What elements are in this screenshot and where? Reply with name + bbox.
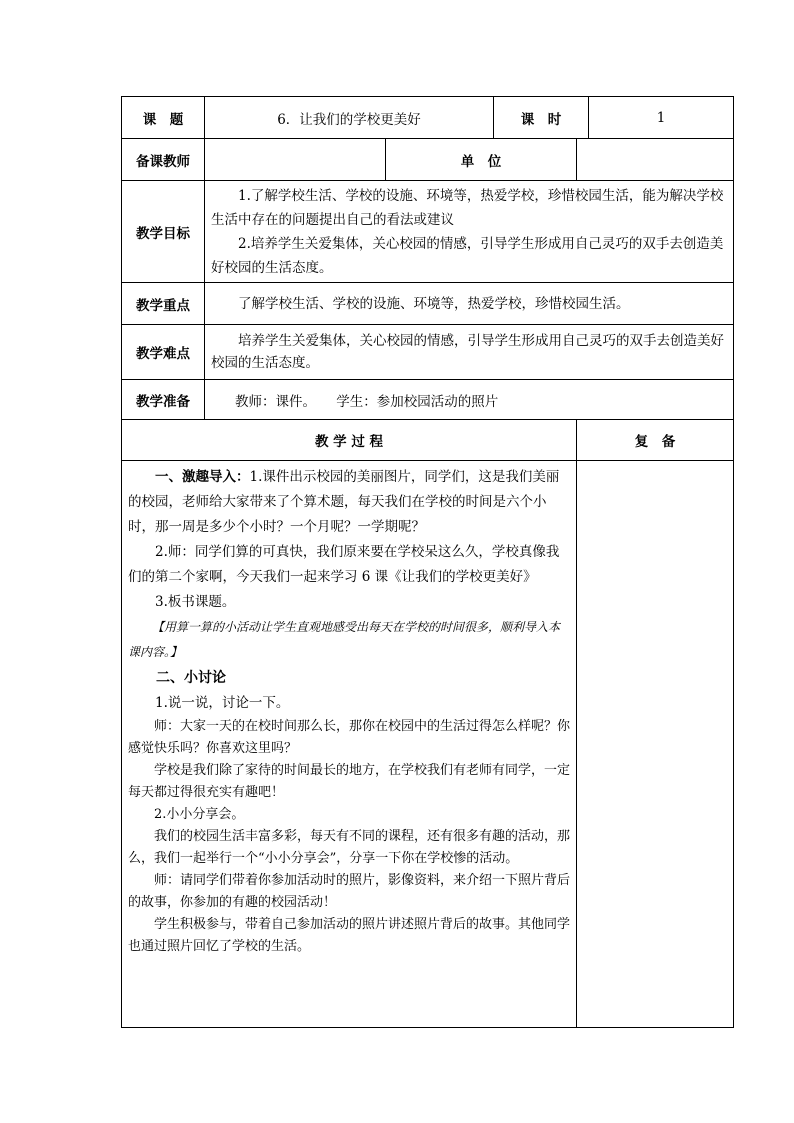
- preparation-text: 教师：课件。 学生：参加校园活动的照片: [235, 393, 499, 410]
- process-body-row: [122, 461, 734, 1028]
- section1-note: 【用算一算的小活动让学生直观地感受出每天在学校的时间很多，顺利导入本课内容。】: [128, 620, 561, 659]
- process-header: 教 学 过 程: [122, 420, 577, 461]
- teacher-label: 备课教师: [122, 139, 205, 181]
- process-header-row: [122, 420, 734, 461]
- section2-p4: 2.小小分享会。: [154, 807, 245, 822]
- section2-p6: 师：请同学们带着你参加活动时的照片，影像资料，来介绍一下照片背后的故事，你参加的有趣的校园活动！: [128, 873, 571, 910]
- unit-label: 单 位: [386, 139, 577, 181]
- section2-heading: 二、小讨论: [156, 670, 226, 686]
- key-points-text: 了解学校生活、学校的设施、环境等，热爱学校，珍惜校园生活。: [238, 295, 630, 312]
- section2-p5: 我们的校园生活丰富多彩，每天有不同的课程，还有很多有趣的活动，那么，我们一起举行一个“小小分享会”，分享一下你在学校惨的活动。: [128, 829, 571, 866]
- section1-p1: 1.课件出示校园的美丽图片，同学们，这是我们美丽的校园，老师给大家带来了个算术题，每天我们在学校的时间是六个小时，那一周是多少个小时？一个月呢？一学期呢？: [128, 469, 560, 535]
- difficulties-content: [205, 325, 734, 380]
- section1-p3: 3.板书课题。: [155, 594, 236, 610]
- process-content: [122, 461, 577, 1028]
- period-label: 课 时: [494, 97, 589, 139]
- section1-heading: 一、激趣导入：: [155, 469, 250, 485]
- difficulties-label: 教学难点: [122, 325, 205, 380]
- preparation-label: 教学准备: [122, 380, 205, 420]
- review-content: [577, 461, 734, 1028]
- lesson-plan-table: [121, 96, 734, 1028]
- topic-value: 6．让我们的学校更美好: [205, 97, 494, 139]
- review-header: 复 备: [577, 420, 734, 461]
- section1-p2: 2.师：同学们算的可真快，我们原来要在学校呆这么久，学校真像我们的第二个家啊，今天我们一起来学习 6 课《让我们的学校更美好》: [128, 544, 560, 585]
- key-points-label: 教学重点: [122, 283, 205, 325]
- period-value: 1: [589, 97, 734, 139]
- section2-p3: 学校是我们除了家待的时间最长的地方，在学校我们有老师有同学，一定每天都过得很充实有趣吧！: [128, 763, 571, 800]
- difficulties-row: [122, 325, 734, 380]
- goals-label: 教学目标: [122, 181, 205, 283]
- goals-row: [122, 181, 734, 283]
- topic-row: [122, 97, 734, 139]
- key-points-content: [205, 283, 734, 325]
- difficulties-text: 培养学生关爱集体，关心校园的情感，引导学生形成用自己灵巧的双手去创造美好校园的生活态度。: [211, 333, 724, 371]
- goal-item: 1.了解学校生活、学校的设施、环境等，热爱学校，珍惜校园生活，能为解决学校生活中存在的问题提出自己的看法或建议: [211, 187, 724, 228]
- section2-p7: 学生积极参与，带着自己参加活动的照片讲述照片背后的故事。其他同学也通过照片回忆了学校的生活。: [128, 917, 571, 954]
- goal-item: 2.培养学生关爱集体，关心校园的情感，引导学生形成用自己灵巧的双手去创造美好校园的生活态度。: [211, 235, 724, 276]
- section1-intro: [128, 465, 570, 540]
- preparation-row: [122, 380, 734, 420]
- preparation-content: [205, 380, 734, 420]
- unit-value: [577, 139, 734, 181]
- teacher-value: [205, 139, 386, 181]
- section2-p1: 1.说一说，讨论一下。: [155, 695, 290, 711]
- key-points-row: [122, 283, 734, 325]
- section2-p2: 师：大家一天的在校时间那么长，那你在校园中的生活过得怎么样呢？你感觉快乐吗？你喜欢这里吗？: [128, 719, 571, 756]
- goals-content: [205, 181, 734, 283]
- teacher-row: [122, 139, 734, 181]
- topic-label: 课 题: [122, 97, 205, 139]
